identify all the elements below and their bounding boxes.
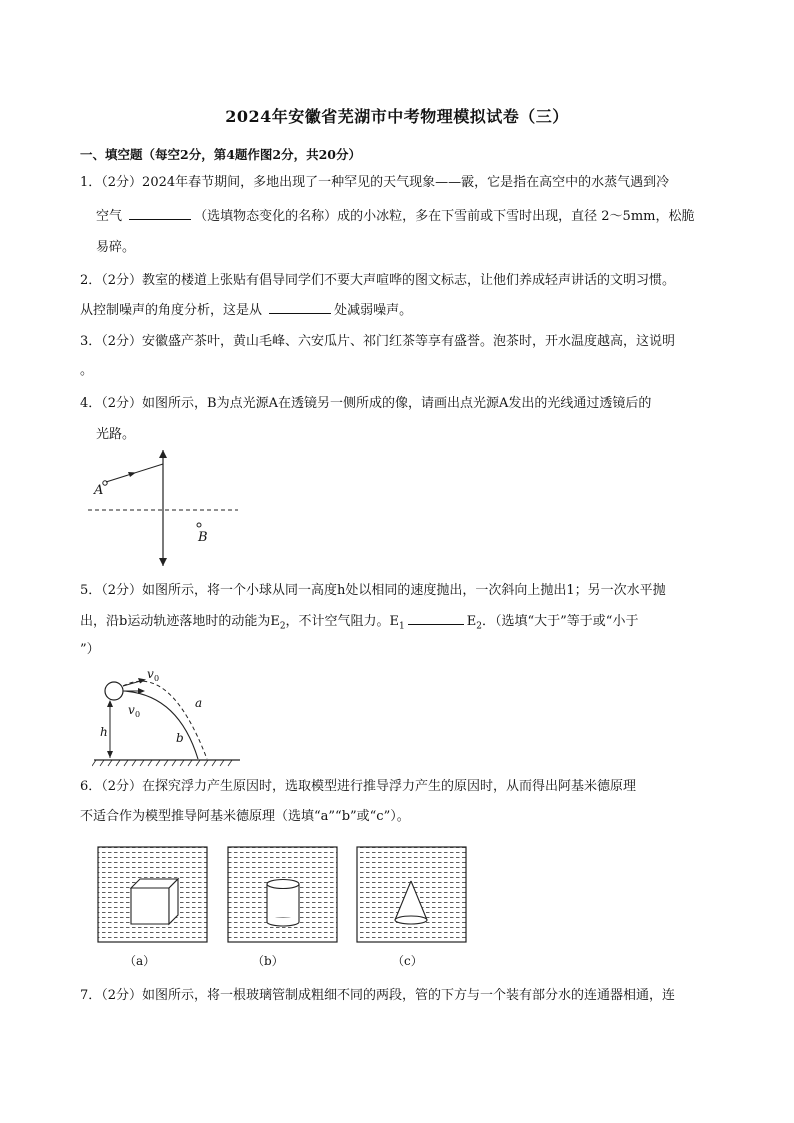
q5-text-d: ．（选填“大于”等于或“小于 [482,614,639,629]
q2-line-1: 2．（2分）教室的楼道上张贴有倡导同学们不要大声喧哗的图文标志，让他们养成轻声讲话的文明习惯。 [80,273,676,288]
q1-line-1: 1．（2分）2024年春节期间，多地出现了一种罕见的天气现象——霰，它是指在高空中的水蒸气遇到冷 [80,175,670,190]
q1-line-3: 易碎。 [96,240,136,255]
q5-sub-1: 2 [279,621,286,632]
q2-line-2-a: 从控制噪声的角度分析，这是从 [80,303,267,318]
q1-line-2 [96,207,694,226]
q5-label-v0-top: v [147,667,154,681]
q4-lens-figure [88,448,248,573]
q4-label-b: B [198,530,208,545]
q4-label-a: A [94,483,104,498]
q5-label-v0-mid-sub: 0 [135,710,141,719]
section-heading: 一、填空题（每空2分，第4题作图2分，共20分） [80,147,361,162]
q5-text-c: E [466,614,477,629]
q5-answer-blank[interactable] [408,612,464,625]
q6-models-figure [96,845,471,945]
q6-caption-c: （c） [392,954,423,968]
q4-line-1: 4．（2分）如图所示，B为点光源A在透镜另一侧所成的像，请画出点光源A发出的光线通过透镜后的 [80,396,652,411]
q6-line-2: 不适合作为模型推导阿基米德原理（选填“a”“b”或“c”）。 [80,809,410,824]
q5-text-a: 出，沿b运动轨迹落地时的动能为E [80,614,280,629]
q5-text-b: ，不计空气阻力。E [285,614,400,629]
q5-label-b: b [176,731,184,745]
q5-sub-3: 2 [476,621,483,632]
q3-line-2: 。 [80,363,94,378]
q2-answer-blank[interactable] [269,301,331,314]
page-title: 2024年安徽省芜湖市中考物理模拟试卷（三） [225,107,569,126]
q6-caption-a: （a） [124,954,156,968]
q2-line-2-b: 处减弱噪声。 [334,303,413,318]
q5-label-a: a [195,696,203,710]
q5-label-v0-top-sub: 0 [154,674,160,683]
q1-line-2-b: （选填物态变化的名称）成的小冰粒，多在下雪前或下雪时出现，直径 2～5mm，松脆 [194,209,695,224]
q2-line-2 [80,301,412,320]
q6-cube [131,879,178,924]
q6-cylinder [266,880,300,927]
q4-line-2: 光路。 [96,427,136,442]
q6-line-1: 6．（2分）在探究浮力产生原因时，选取模型进行推导浮力产生的原因时，从而得出阿基米德原理 [80,779,637,794]
q1-line-2-a: 空气 [96,209,127,224]
q5-line-2 [80,612,638,636]
q5-label-v0-mid: v [128,703,135,717]
q5-label-h: h [100,725,108,739]
q5-projectile-figure [92,662,242,772]
q7-line-1: 7．（2分）如图所示，将一根玻璃管制成粗细不同的两段，管的下方与一个装有部分水的连通器相通，连 [80,988,676,1003]
q5-sub-2: 1 [399,621,405,632]
q5-line-3: ”） [80,642,100,657]
q6-caption-b: （b） [252,954,284,968]
q3-line-1: 3．（2分）安徽盛产茶叶，黄山毛峰、六安瓜片、祁门红茶等享有盛誉。泡茶时，开水温度越高，这说明 [80,334,676,349]
q5-line-1: 5．（2分）如图所示，将一个小球从同一高度h处以相同的速度抛出，一次斜向上抛出1；另一次水平抛 [80,583,666,598]
q1-answer-blank[interactable] [129,207,191,220]
